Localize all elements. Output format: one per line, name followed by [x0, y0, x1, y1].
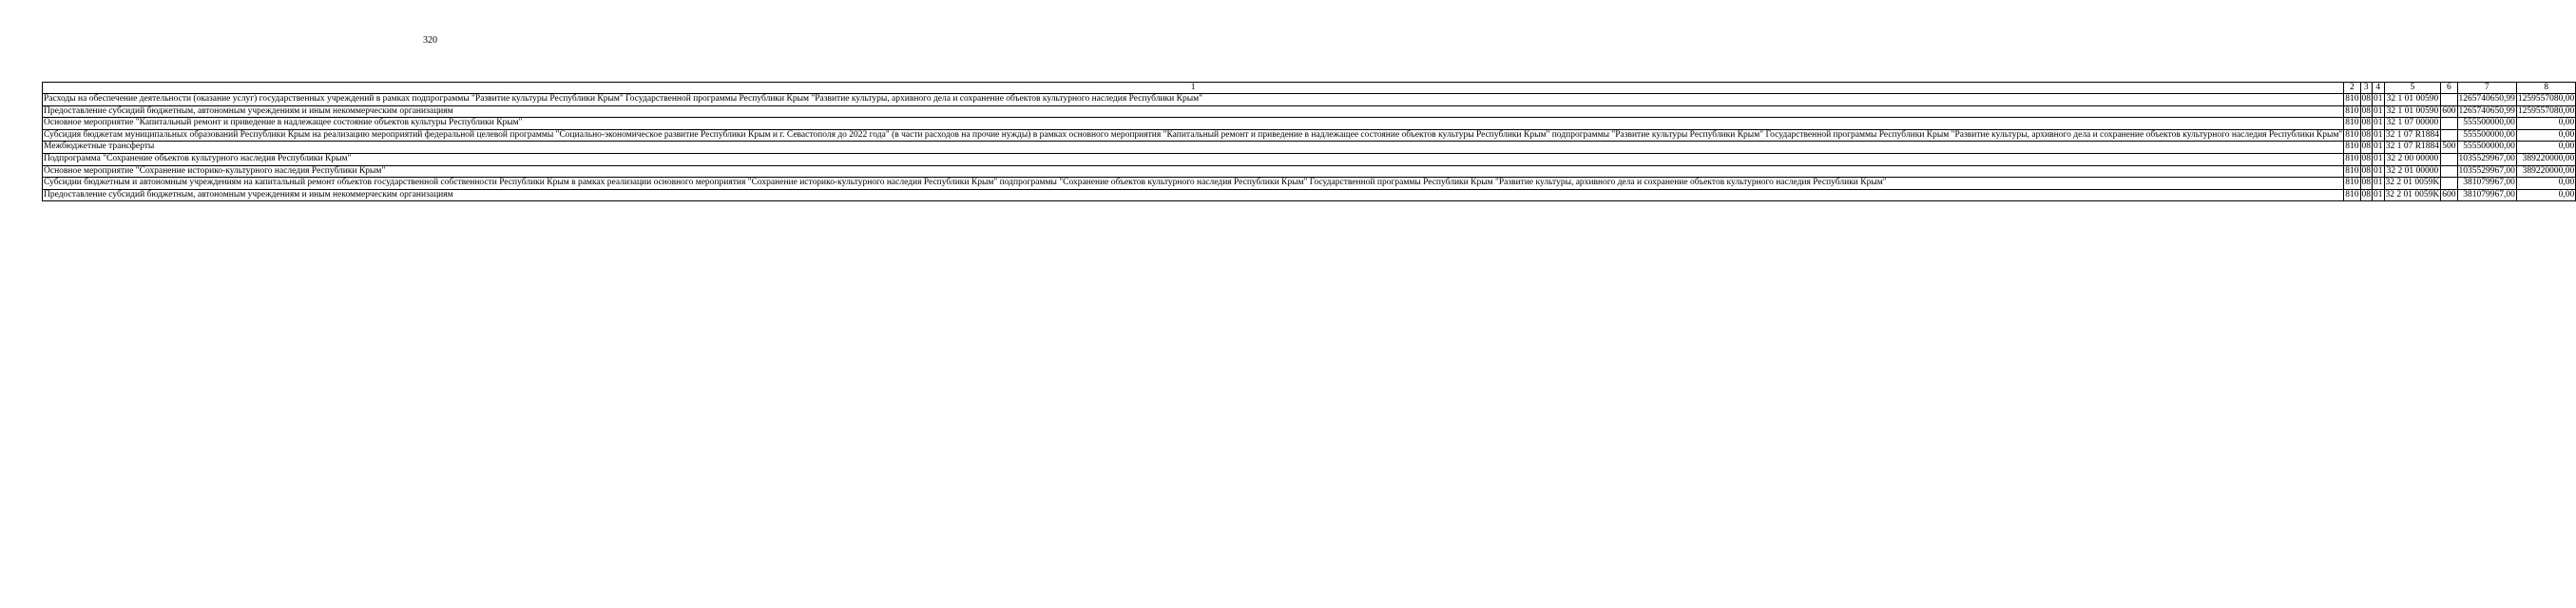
- expense-type-code: [2441, 94, 2457, 106]
- table-row: [43, 153, 2576, 165]
- table-row: [43, 105, 2576, 118]
- row-name: Расходы на обеспечение деятельности (оказание услуг) государственных учреждений в рамках подпрограммы "Развитие культуры Республики Крым" Государственной программы Республики Крым "Развитие культуры, архивного дела и сохранение объектов культурного наследия Республики Крым": [43, 94, 2344, 106]
- amount-col7: 1265740650,99: [2457, 94, 2516, 106]
- section-code: 08: [2360, 178, 2373, 190]
- column-header: 6: [2441, 83, 2457, 94]
- amount-col8: 1259557080,00: [2516, 105, 2575, 118]
- target-article-code: 32 2 00 00000: [2384, 153, 2441, 165]
- column-header: 5: [2384, 83, 2441, 94]
- section-code: 08: [2360, 129, 2373, 142]
- expense-type-code: 500: [2441, 142, 2457, 154]
- amount-col8: 0,00: [2516, 129, 2575, 142]
- ministry-code: 810: [2344, 165, 2360, 178]
- table-row: [43, 165, 2576, 178]
- table-row: [43, 189, 2576, 201]
- expense-type-code: [2441, 165, 2457, 178]
- column-header: 4: [2373, 83, 2385, 94]
- column-header: 1: [43, 83, 2344, 94]
- amount-col7: 555500000,00: [2457, 129, 2516, 142]
- amount-col8: 0,00: [2516, 118, 2575, 130]
- target-article-code: 32 2 01 0059K: [2384, 189, 2441, 201]
- section-code: 08: [2360, 165, 2373, 178]
- section-code: 08: [2360, 94, 2373, 106]
- expense-type-code: [2441, 153, 2457, 165]
- target-article-code: 32 1 01 00590: [2384, 94, 2441, 106]
- subsection-code: 01: [2373, 165, 2385, 178]
- ministry-code: 810: [2344, 105, 2360, 118]
- column-header: 3: [2360, 83, 2373, 94]
- row-name: Межбюджетные трансферты: [43, 142, 2344, 154]
- page-number: 320: [423, 35, 437, 46]
- ministry-code: 810: [2344, 142, 2360, 154]
- section-code: 08: [2360, 105, 2373, 118]
- subsection-code: 01: [2373, 105, 2385, 118]
- subsection-code: 01: [2373, 129, 2385, 142]
- amount-col8: 0,00: [2516, 189, 2575, 201]
- column-header: 2: [2344, 83, 2360, 94]
- amount-col8: 389220000,00: [2516, 165, 2575, 178]
- amount-col7: 1265740650,99: [2457, 105, 2516, 118]
- amount-col7: 555500000,00: [2457, 118, 2516, 130]
- target-article-code: 32 1 07 00000: [2384, 118, 2441, 130]
- target-article-code: 32 1 01 00590: [2384, 105, 2441, 118]
- expense-type-code: [2441, 178, 2457, 190]
- section-code: 08: [2360, 153, 2373, 165]
- amount-col8: 389220000,00: [2516, 153, 2575, 165]
- row-name: Предоставление субсидий бюджетным, автономным учреждениям и иным некоммерческим организациям: [43, 189, 2344, 201]
- amount-col8: 1259557080,00: [2516, 94, 2575, 106]
- table-row: [43, 178, 2576, 190]
- ministry-code: 810: [2344, 118, 2360, 130]
- subsection-code: 01: [2373, 94, 2385, 106]
- subsection-code: 01: [2373, 142, 2385, 154]
- subsection-code: 01: [2373, 189, 2385, 201]
- amount-col7: 381079967,00: [2457, 189, 2516, 201]
- ministry-code: 810: [2344, 153, 2360, 165]
- section-code: 08: [2360, 142, 2373, 154]
- table-header-row: [43, 83, 2576, 94]
- budget-table: [42, 82, 2576, 201]
- column-header: 7: [2457, 83, 2516, 94]
- ministry-code: 810: [2344, 189, 2360, 201]
- row-name: Субсидия бюджетам муниципальных образований Республики Крым на реализацию мероприятий федеральной целевой программы "Социально-экономическое развитие Республики Крым и г. Севастополя до 2022 года" (в части расходов на прочие нужды) в рамках основного мероприятия "Капитальный ремонт и приведение в надлежащее состояние объектов культуры Республики Крым" подпрограммы "Развитие культуры Республики Крым" Государственной программы Республики Крым "Развитие культуры, архивного дела и сохранение объектов культурного наследия Республики Крым": [43, 129, 2344, 142]
- table-row: [43, 142, 2576, 154]
- expense-type-code: [2441, 129, 2457, 142]
- target-article-code: 32 2 01 00000: [2384, 165, 2441, 178]
- section-code: 08: [2360, 118, 2373, 130]
- amount-col8: 0,00: [2516, 142, 2575, 154]
- subsection-code: 01: [2373, 178, 2385, 190]
- column-header: 8: [2516, 83, 2575, 94]
- row-name: Основное мероприятие "Капитальный ремонт и приведение в надлежащее состояние объектов культуры Республики Крым": [43, 118, 2344, 130]
- ministry-code: 810: [2344, 94, 2360, 106]
- row-name: Основное мероприятие "Сохранение историко-культурного наследия Республики Крым": [43, 165, 2344, 178]
- expense-type-code: 600: [2441, 105, 2457, 118]
- table-row: [43, 129, 2576, 142]
- subsection-code: 01: [2373, 118, 2385, 130]
- row-name: Предоставление субсидий бюджетным, автономным учреждениям и иным некоммерческим организациям: [43, 105, 2344, 118]
- table-row: [43, 118, 2576, 130]
- row-name: Субсидии бюджетным и автономным учреждениям на капитальный ремонт объектов государственной собственности Республики Крым в рамках реализации основного мероприятия "Сохранение историко-культурного наследия Республики Крым" подпрограммы "Сохранение объектов культурного наследия Республики Крым" Государственной программы Республики Крым "Развитие культуры, архивного дела и сохранение объектов культурного наследия Республики Крым": [43, 178, 2344, 190]
- target-article-code: 32 1 07 R1884: [2384, 129, 2441, 142]
- section-code: 08: [2360, 189, 2373, 201]
- row-name: Подпрограмма "Сохранение объектов культурного наследия Республики Крым": [43, 153, 2344, 165]
- expense-type-code: [2441, 118, 2457, 130]
- table-row: [43, 94, 2576, 106]
- amount-col8: 0,00: [2516, 178, 2575, 190]
- amount-col7: 555500000,00: [2457, 142, 2516, 154]
- target-article-code: 32 1 07 R1884: [2384, 142, 2441, 154]
- ministry-code: 810: [2344, 178, 2360, 190]
- target-article-code: 32 2 01 0059K: [2384, 178, 2441, 190]
- expense-type-code: 600: [2441, 189, 2457, 201]
- amount-col7: 1035529967,00: [2457, 153, 2516, 165]
- amount-col7: 1035529967,00: [2457, 165, 2516, 178]
- subsection-code: 01: [2373, 153, 2385, 165]
- ministry-code: 810: [2344, 129, 2360, 142]
- amount-col7: 381079967,00: [2457, 178, 2516, 190]
